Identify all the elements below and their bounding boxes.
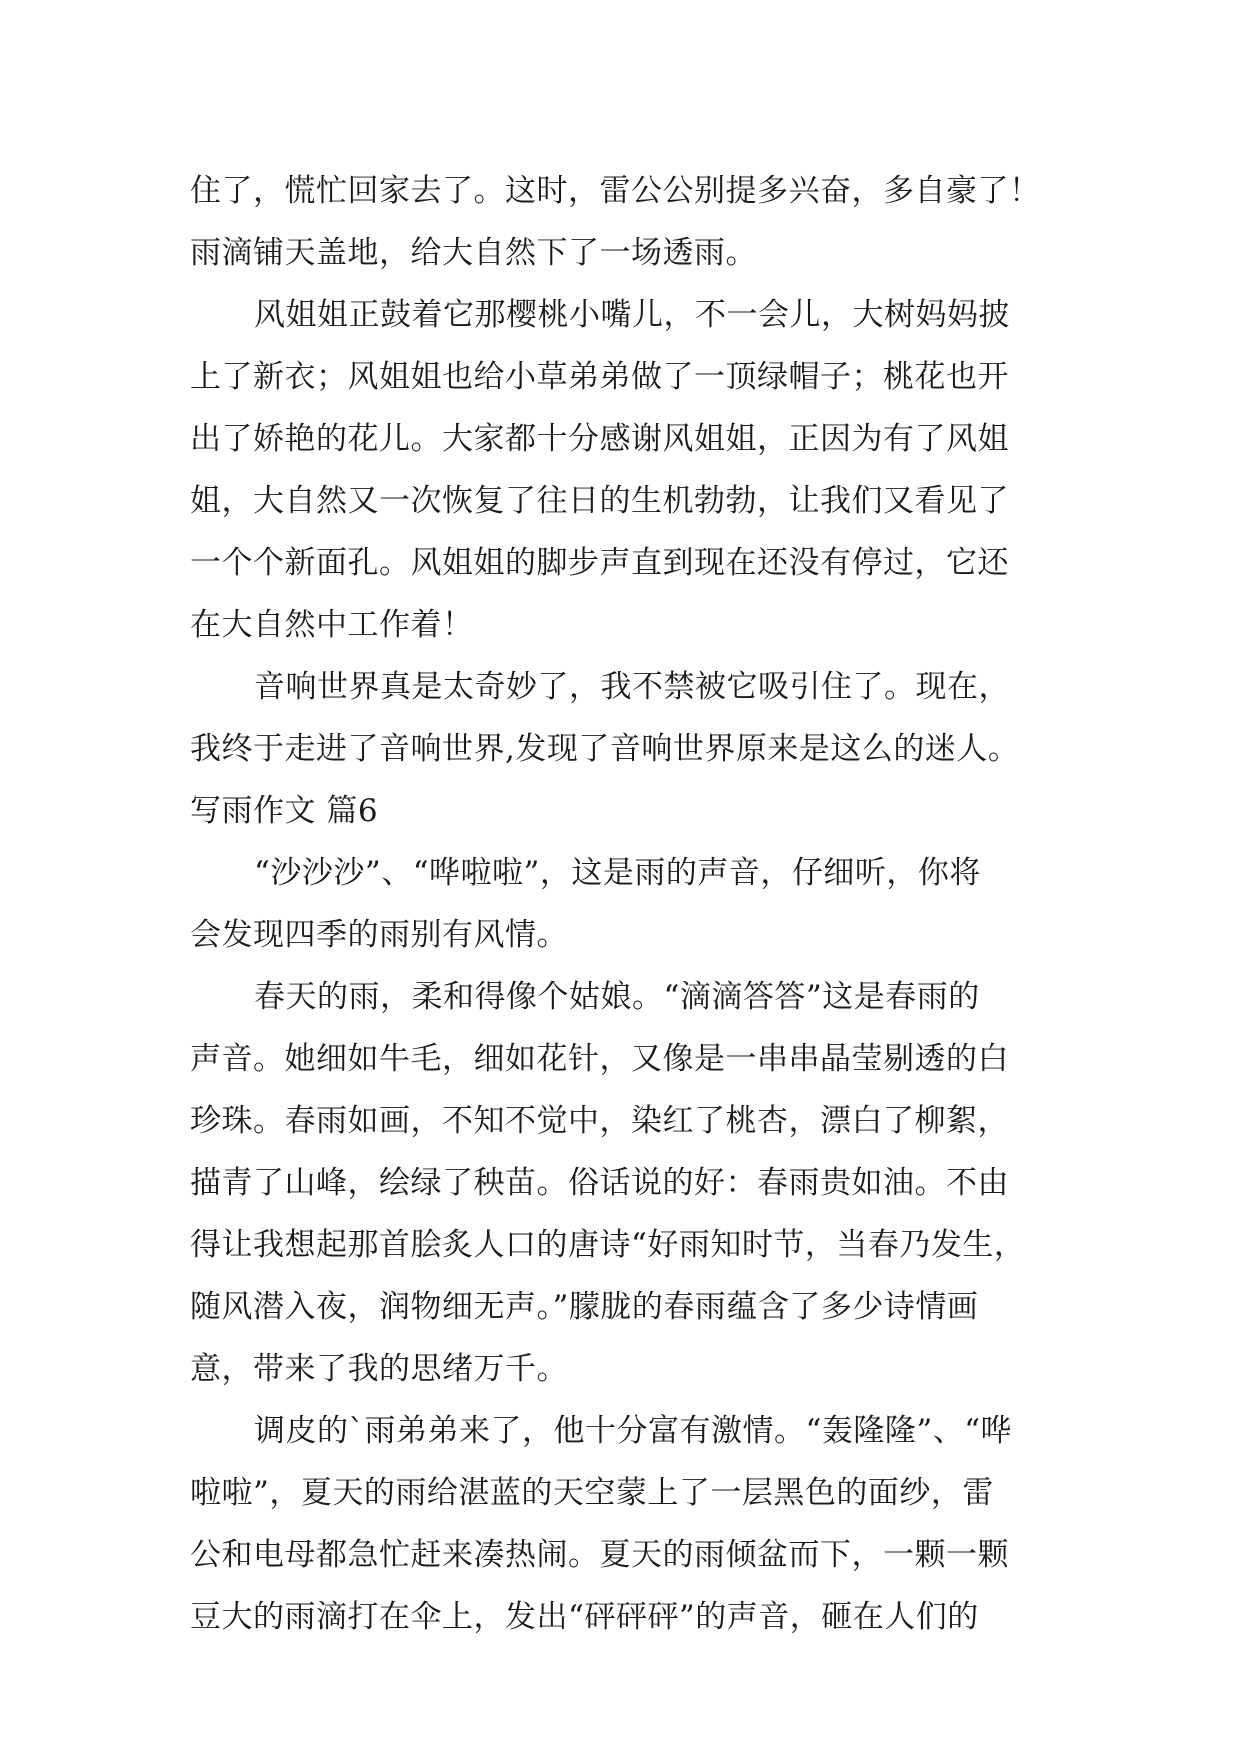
text-line: 声音。她细如牛毛，细如花针，又像是一串串晶莹剔透的白 (190, 1041, 1009, 1077)
text-line: 描青了山峰，绘绿了秧苗。俗话说的好：春雨贵如油。不由 (190, 1165, 1009, 1201)
text-line: 会发现四季的雨别有风情。 (190, 917, 568, 953)
text-line: 啦啦”，夏天的雨给湛蓝的天空蒙上了一层黑色的面纱，雷 (190, 1475, 994, 1511)
paragraph-start-line: 音响世界真是太奇妙了，我不禁被它吸引住了。现在， (254, 669, 1010, 705)
text-line: 公和电母都急忙赶来凑热闹。夏天的雨倾盆而下，一颗一颗 (190, 1537, 1009, 1573)
text-line: 出了娇艳的花儿。大家都十分感谢风姐姐，正因为有了风姐 (190, 421, 1009, 457)
text-line: 我终于走进了音响世界,发现了音响世界原来是这么的迷人。 (190, 731, 1020, 767)
text-line: 姐，大自然又一次恢复了往日的生机勃勃，让我们又看见了 (190, 483, 1009, 519)
text-line: 雨滴铺天盖地，给大自然下了一场透雨。 (190, 235, 757, 271)
document-body (190, 160, 1050, 1648)
text-line: 意，带来了我的思绪万千。 (190, 1351, 568, 1387)
paragraph-start-line: “沙沙沙”、“哗啦啦”，这是雨的声音，仔细听，你将 (254, 855, 981, 891)
paragraph-start-line: 春天的雨，柔和得像个姑娘。“滴滴答答”这是春雨的 (254, 979, 980, 1015)
text-line: 珍珠。春雨如画，不知不觉中，染红了桃杏，漂白了柳絮， (190, 1103, 1009, 1139)
text-line: 在大自然中工作着！ (190, 607, 474, 643)
text-line: 上了新衣；风姐姐也给小草弟弟做了一顶绿帽子；桃花也开 (190, 359, 1009, 395)
text-line: 住了，慌忙回家去了。这时，雷公公别提多兴奋，多自豪了！ (190, 173, 1041, 209)
text-line: 一个个新面孔。风姐姐的脚步声直到现在还没有停过，它还 (190, 545, 1009, 581)
section-heading: 写雨作文 篇6 (190, 793, 379, 829)
text-line: 得让我想起那首脍炙人口的唐诗“好雨知时节，当春乃发生， (190, 1227, 1026, 1263)
paragraph-start-line: 风姐姐正鼓着它那樱桃小嘴儿，不一会儿，大树妈妈披 (254, 297, 1010, 333)
text-line: 随风潜入夜，润物细无声。”朦胧的春雨蕴含了多少诗情画 (190, 1289, 979, 1325)
text-line: 豆大的雨滴打在伞上，发出“砰砰砰”的声音，砸在人们的 (190, 1599, 979, 1635)
paragraph-start-line: 调皮的`雨弟弟来了，他十分富有激情。“轰隆隆”、“哗 (254, 1413, 1013, 1449)
